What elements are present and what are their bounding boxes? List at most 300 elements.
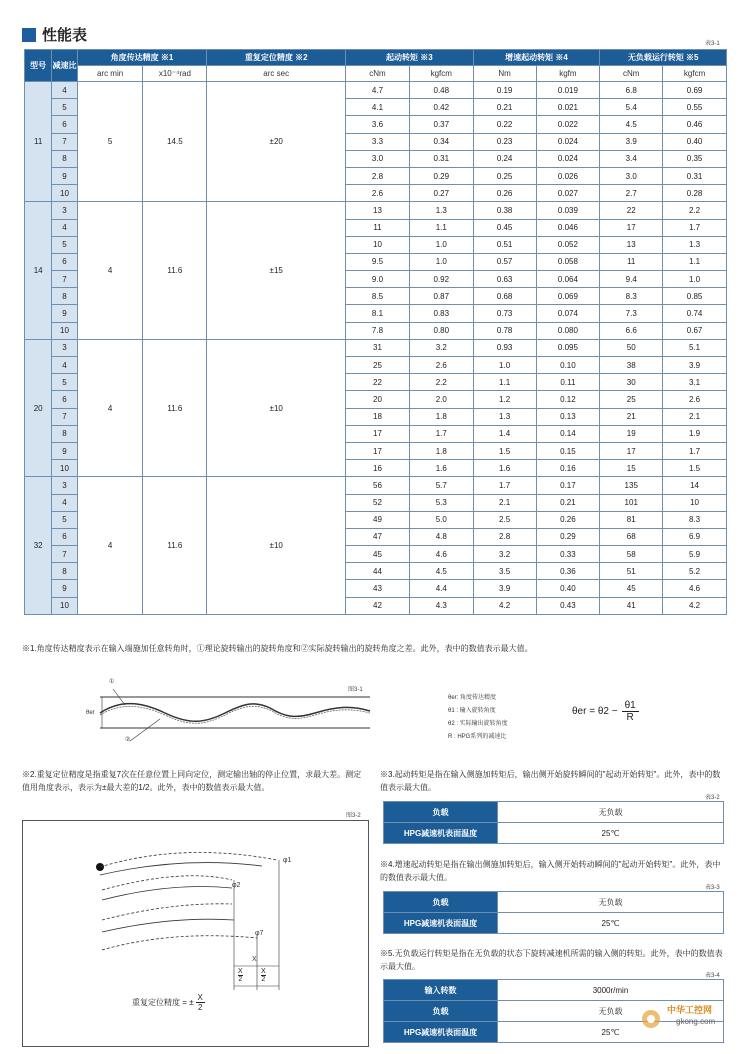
table-label: 表3-1 [705, 41, 720, 47]
formula-1 [572, 700, 639, 723]
value-cell: 0.40 [536, 580, 600, 597]
value-cell: 0.38 [473, 202, 536, 219]
value-cell: 1.2 [473, 391, 536, 408]
value-cell: 2.6 [663, 391, 727, 408]
value-cell: 2.5 [473, 511, 536, 528]
model-cell: 32 [25, 477, 52, 615]
ratio-cell: 6 [52, 253, 77, 270]
ratio-cell: 7 [52, 546, 77, 563]
value-cell: 0.48 [409, 82, 473, 99]
value-cell: 0.29 [409, 167, 473, 184]
value-cell: 5.9 [663, 546, 727, 563]
unit-cnm: cNm [600, 66, 663, 82]
value-cell: 1.3 [473, 408, 536, 425]
half-num: X [238, 968, 243, 975]
value-cell: 2.2 [409, 374, 473, 391]
value-cell: 1.9 [663, 425, 727, 442]
value-cell: 0.37 [409, 116, 473, 133]
position-label-2: φ2 [232, 882, 241, 889]
ratio-cell: 10 [52, 185, 77, 202]
half-den: 2 [238, 976, 243, 983]
ratio-cell: 7 [52, 271, 77, 288]
value-cell: 3.3 [346, 133, 410, 150]
ratio-cell: 6 [52, 528, 77, 545]
value-cell: 14 [663, 477, 727, 494]
table-3-3 [383, 891, 724, 934]
value-cell: 1.6 [409, 460, 473, 477]
ratio-cell: 5 [52, 99, 77, 116]
t34-value: 25℃ [498, 1022, 724, 1043]
value-cell: 44 [346, 563, 410, 580]
value-cell: 2.0 [409, 391, 473, 408]
ratio-cell: 7 [52, 133, 77, 150]
value-cell: 8.1 [346, 305, 410, 322]
value-cell: 3.1 [663, 374, 727, 391]
ratio-cell: 5 [52, 374, 77, 391]
value-cell: 3.0 [600, 167, 663, 184]
ratio-cell: 8 [52, 288, 77, 305]
value-cell: 0.51 [473, 236, 536, 253]
value-cell: 10 [346, 236, 410, 253]
arcsec-cell: ±20 [207, 82, 346, 202]
performance-table [24, 49, 727, 615]
watermark-text: 中华工控网 [667, 1005, 713, 1015]
value-cell: 2.7 [600, 185, 663, 202]
page-title: 性能表 [22, 24, 87, 45]
model-cell: 11 [25, 82, 52, 202]
legend-item: θ2 : 实际输出旋转角度 [448, 721, 508, 727]
note-5: ※5.无负载运行转矩是指在无负载的状态下旋转减速机所需的输入侧的转矩。此外，表中的数值表示最大值。 [380, 949, 723, 971]
value-cell: 1.7 [473, 477, 536, 494]
value-cell: 6.9 [663, 528, 727, 545]
value-cell: 0.039 [536, 202, 600, 219]
arcsec-cell: ±10 [207, 339, 346, 477]
ratio-cell: 10 [52, 322, 77, 339]
value-cell: 0.22 [473, 116, 536, 133]
value-cell: 0.29 [536, 528, 600, 545]
value-cell: 0.83 [409, 305, 473, 322]
arcmin-cell: 4 [77, 339, 143, 477]
ratio-cell: 5 [52, 511, 77, 528]
ratio-cell: 8 [52, 425, 77, 442]
legend-item: θer: 角度传达精度 [448, 695, 497, 701]
value-cell: 0.022 [536, 116, 600, 133]
half-den: 2 [261, 976, 266, 983]
ratio-cell: 3 [52, 339, 77, 356]
value-cell: 8.3 [600, 288, 663, 305]
value-cell: 0.78 [473, 322, 536, 339]
value-cell: 0.25 [473, 167, 536, 184]
value-cell: 5.1 [663, 339, 727, 356]
value-cell: 1.7 [663, 442, 727, 459]
value-cell: 0.21 [473, 99, 536, 116]
header-start-torque: 起动转矩 ※3 [346, 50, 474, 66]
value-cell: 43 [346, 580, 410, 597]
value-cell: 0.12 [536, 391, 600, 408]
value-cell: 2.6 [409, 357, 473, 374]
value-cell: 0.63 [473, 271, 536, 288]
value-cell: 0.80 [409, 322, 473, 339]
value-cell: 9.4 [600, 271, 663, 288]
value-cell: 31 [346, 339, 410, 356]
ratio-cell: 8 [52, 150, 77, 167]
value-cell: 0.19 [473, 82, 536, 99]
value-cell: 0.42 [409, 99, 473, 116]
unit-rad: x10⁻⁴rad [143, 66, 207, 82]
value-cell: 45 [346, 546, 410, 563]
value-cell: 1.8 [409, 442, 473, 459]
value-cell: 0.26 [536, 511, 600, 528]
formula-2-lhs: 重复定位精度 = ± [132, 998, 194, 1007]
value-cell: 4.7 [346, 82, 410, 99]
model-cell: 14 [25, 202, 52, 340]
value-cell: 1.3 [409, 202, 473, 219]
value-cell: 1.5 [663, 460, 727, 477]
ratio-cell: 4 [52, 357, 77, 374]
value-cell: 0.14 [536, 425, 600, 442]
value-cell: 22 [600, 202, 663, 219]
value-cell: 3.2 [409, 339, 473, 356]
value-cell: 17 [600, 442, 663, 459]
value-cell: 22 [346, 374, 410, 391]
unit-kgfcm: kgfcm [409, 66, 473, 82]
value-cell: 0.40 [663, 133, 727, 150]
value-cell: 1.1 [473, 374, 536, 391]
value-cell: 0.92 [409, 271, 473, 288]
table-3-3-label: 表3-3 [705, 885, 720, 891]
value-cell: 1.1 [409, 219, 473, 236]
value-cell: 9.5 [346, 253, 410, 270]
value-cell: 13 [346, 202, 410, 219]
value-cell: 3.9 [600, 133, 663, 150]
unit-cnm: cNm [346, 66, 410, 82]
value-cell: 11 [346, 219, 410, 236]
position-label-1: φ1 [283, 857, 292, 864]
value-cell: 4.4 [409, 580, 473, 597]
value-cell: 1.0 [409, 253, 473, 270]
value-cell: 2.6 [346, 185, 410, 202]
value-cell: 17 [600, 219, 663, 236]
value-cell: 0.058 [536, 253, 600, 270]
table-3-2 [383, 801, 724, 844]
value-cell: 5.3 [409, 494, 473, 511]
value-cell: 4.6 [663, 580, 727, 597]
value-cell: 101 [600, 494, 663, 511]
header-model: 型号 [25, 50, 52, 82]
value-cell: 25 [600, 391, 663, 408]
formula-numerator: θ1 [622, 700, 639, 712]
unit-kgfm: kgfm [536, 66, 600, 82]
value-cell: 38 [600, 357, 663, 374]
value-cell: 0.26 [473, 185, 536, 202]
value-cell: 18 [346, 408, 410, 425]
value-cell: 0.74 [663, 305, 727, 322]
arcmin-cell: 4 [77, 477, 143, 615]
title-square-icon [22, 28, 36, 42]
value-cell: 3.9 [663, 357, 727, 374]
ratio-cell: 6 [52, 116, 77, 133]
half-num: X [261, 968, 266, 975]
note-3: ※3.起动转矩是指在输入侧施加转矩后，输出侧开始旋转瞬间的"起动开始转矩"。此外，表中的数值表示最大值。 [380, 770, 721, 792]
value-cell: 0.27 [409, 185, 473, 202]
value-cell: 4.2 [663, 597, 727, 614]
value-cell: 0.34 [409, 133, 473, 150]
value-cell: 1.1 [663, 253, 727, 270]
value-cell: 17 [346, 425, 410, 442]
t33-key: HPG减速机表面温度 [384, 913, 498, 934]
value-cell: 13 [600, 236, 663, 253]
t32-key: HPG减速机表面温度 [384, 823, 498, 844]
note-1: ※1.角度传达精度表示在输入端施加任意转角时，①理论旋转输出的旋转角度和②实际旋转输出的旋转角度之差。此外，表中的数值表示最大值。 [22, 644, 533, 653]
value-cell: 1.4 [473, 425, 536, 442]
value-cell: 49 [346, 511, 410, 528]
value-cell: 0.046 [536, 219, 600, 236]
value-cell: 0.052 [536, 236, 600, 253]
t33-value: 无负载 [498, 892, 724, 913]
value-cell: 81 [600, 511, 663, 528]
value-cell: 1.7 [409, 425, 473, 442]
value-cell: 0.33 [536, 546, 600, 563]
value-cell: 2.8 [346, 167, 410, 184]
value-cell: 3.6 [346, 116, 410, 133]
value-cell: 135 [600, 477, 663, 494]
ratio-cell: 9 [52, 442, 77, 459]
legend-item: θ1 : 输入旋转角度 [448, 708, 496, 714]
value-cell: 0.15 [536, 442, 600, 459]
unit-kgfcm: kgfcm [663, 66, 727, 82]
value-cell: 0.021 [536, 99, 600, 116]
value-cell: 5.4 [600, 99, 663, 116]
value-cell: 1.7 [663, 219, 727, 236]
t32-value: 25℃ [498, 823, 724, 844]
value-cell: 0.73 [473, 305, 536, 322]
value-cell: 68 [600, 528, 663, 545]
value-cell: 0.69 [663, 82, 727, 99]
position-label-7: φ7 [255, 930, 264, 937]
watermark-url: gkong.com [676, 1017, 716, 1026]
value-cell: 0.026 [536, 167, 600, 184]
gear-icon [636, 1004, 666, 1034]
value-cell: 0.87 [409, 288, 473, 305]
value-cell: 4.5 [600, 116, 663, 133]
value-cell: 0.069 [536, 288, 600, 305]
unit-arcsec: arc sec [207, 66, 346, 82]
value-cell: 0.11 [536, 374, 600, 391]
value-cell: 3.4 [600, 150, 663, 167]
value-cell: 1.0 [473, 357, 536, 374]
arcmin-cell: 5 [77, 82, 143, 202]
value-cell: 51 [600, 563, 663, 580]
value-cell: 4.1 [346, 99, 410, 116]
value-cell: 25 [346, 357, 410, 374]
value-cell: 0.68 [473, 288, 536, 305]
ratio-cell: 5 [52, 236, 77, 253]
unit-nm: Nm [473, 66, 536, 82]
value-cell: 19 [600, 425, 663, 442]
value-cell: 56 [346, 477, 410, 494]
value-cell: 3.0 [346, 150, 410, 167]
t32-key: 负载 [384, 802, 498, 823]
t34-value: 无负载 [498, 1001, 724, 1022]
value-cell: 0.85 [663, 288, 727, 305]
value-cell: 0.027 [536, 185, 600, 202]
t33-key: 负载 [384, 892, 498, 913]
table-row [25, 477, 727, 494]
value-cell: 0.024 [536, 133, 600, 150]
value-cell: 0.36 [536, 563, 600, 580]
value-cell: 5.7 [409, 477, 473, 494]
value-cell: 47 [346, 528, 410, 545]
half-x-left [238, 968, 243, 983]
table-3-4-label: 表3-4 [705, 973, 720, 979]
value-cell: 0.17 [536, 477, 600, 494]
header-backdrive-torque: 增速起动转矩 ※4 [473, 50, 600, 66]
value-cell: 4.3 [409, 597, 473, 614]
t34-key: 负载 [384, 1001, 498, 1022]
arcsec-cell: ±15 [207, 202, 346, 340]
t34-key: HPG减速机表面温度 [384, 1022, 498, 1043]
value-cell: 7.3 [600, 305, 663, 322]
value-cell: 0.13 [536, 408, 600, 425]
value-cell: 1.5 [473, 442, 536, 459]
marker-2: ② [125, 737, 131, 743]
value-cell: 0.21 [536, 494, 600, 511]
arcmin-cell: 4 [77, 202, 143, 340]
t34-value: 3000r/min [498, 980, 724, 1001]
header-repeatability: 重复定位精度 ※2 [207, 50, 346, 66]
value-cell: 0.35 [663, 150, 727, 167]
value-cell: 0.55 [663, 99, 727, 116]
value-cell: 11 [600, 253, 663, 270]
value-cell: 1.8 [409, 408, 473, 425]
value-cell: 0.10 [536, 357, 600, 374]
value-cell: 5.0 [409, 511, 473, 528]
value-cell: 0.074 [536, 305, 600, 322]
formula-2 [132, 993, 205, 1012]
rad-cell: 11.6 [143, 339, 207, 477]
value-cell: 2.1 [663, 408, 727, 425]
value-cell: 7.8 [346, 322, 410, 339]
formula-2-num: X [197, 993, 203, 1002]
value-cell: 42 [346, 597, 410, 614]
value-cell: 50 [600, 339, 663, 356]
value-cell: 6.6 [600, 322, 663, 339]
table-row [25, 202, 727, 219]
formula-denominator: R [626, 712, 634, 723]
value-cell: 0.93 [473, 339, 536, 356]
value-cell: 0.064 [536, 271, 600, 288]
ratio-cell: 4 [52, 82, 77, 99]
ratio-cell: 8 [52, 563, 77, 580]
ratio-cell: 3 [52, 202, 77, 219]
half-x-right [261, 968, 266, 983]
value-cell: 1.3 [663, 236, 727, 253]
value-cell: 3.5 [473, 563, 536, 580]
marker-1: ① [109, 679, 115, 685]
ratio-cell: 10 [52, 460, 77, 477]
value-cell: 2.1 [473, 494, 536, 511]
value-cell: 5.2 [663, 563, 727, 580]
value-cell: 0.019 [536, 82, 600, 99]
value-cell: 8.3 [663, 511, 727, 528]
value-cell: 0.16 [536, 460, 600, 477]
value-cell: 1.0 [663, 271, 727, 288]
note-4: ※4.增速起动转矩是指在输出侧施加转矩后，输入侧开始转动瞬间的"起动开始转矩"。此外，表中的数值表示最大值。 [380, 860, 721, 882]
ratio-cell: 9 [52, 580, 77, 597]
arcsec-cell: ±10 [207, 477, 346, 615]
value-cell: 2.2 [663, 202, 727, 219]
value-cell: 0.024 [536, 150, 600, 167]
value-cell: 45 [600, 580, 663, 597]
ratio-cell: 9 [52, 167, 77, 184]
ratio-cell: 3 [52, 477, 77, 494]
value-cell: 1.0 [409, 236, 473, 253]
model-cell: 20 [25, 339, 52, 477]
value-cell: 0.095 [536, 339, 600, 356]
value-cell: 6.8 [600, 82, 663, 99]
value-cell: 0.46 [663, 116, 727, 133]
value-cell: 0.45 [473, 219, 536, 236]
value-cell: 0.23 [473, 133, 536, 150]
ratio-cell: 6 [52, 391, 77, 408]
value-cell: 4.5 [409, 563, 473, 580]
figure-2-label: 图3-2 [346, 813, 361, 819]
value-cell: 52 [346, 494, 410, 511]
theta-er-label: θer [86, 710, 95, 716]
value-cell: 0.67 [663, 322, 727, 339]
value-cell: 4.2 [473, 597, 536, 614]
value-cell: 21 [600, 408, 663, 425]
value-cell: 4.6 [409, 546, 473, 563]
value-cell: 1.6 [473, 460, 536, 477]
ratio-cell: 4 [52, 494, 77, 511]
value-cell: 3.9 [473, 580, 536, 597]
value-cell: 10 [663, 494, 727, 511]
header-angle-accuracy: 角度传达精度 ※1 [77, 50, 207, 66]
value-cell: 8.5 [346, 288, 410, 305]
value-cell: 15 [600, 460, 663, 477]
value-cell: 17 [346, 442, 410, 459]
ratio-cell: 10 [52, 597, 77, 614]
value-cell: 9.0 [346, 271, 410, 288]
value-cell: 0.31 [409, 150, 473, 167]
value-cell: 0.24 [473, 150, 536, 167]
value-cell: 16 [346, 460, 410, 477]
ratio-cell: 4 [52, 219, 77, 236]
value-cell: 0.57 [473, 253, 536, 270]
note-2: ※2.重复定位精度是指重复7次在任意位置上同向定位，测定输出轴的停止位置，求最大差。测定值用角度表示，表示为±最大差的1/2。此外，表中的数值表示最大值。 [22, 770, 362, 792]
t32-value: 无负载 [498, 802, 724, 823]
value-cell: 2.8 [473, 528, 536, 545]
value-cell: 4.8 [409, 528, 473, 545]
unit-arcmin: arc min [77, 66, 143, 82]
value-cell: 0.28 [663, 185, 727, 202]
value-cell: 0.31 [663, 167, 727, 184]
table-3-2-label: 表3-2 [705, 795, 720, 801]
value-cell: 0.080 [536, 322, 600, 339]
rad-cell: 11.6 [143, 477, 207, 615]
rad-cell: 11.6 [143, 202, 207, 340]
formula-2-den: 2 [197, 1003, 203, 1012]
table-row [25, 82, 727, 99]
figure-1-label: 图3-1 [348, 687, 363, 693]
table-row [25, 339, 727, 356]
formula-lhs: θer = θ2 − [572, 706, 618, 717]
t34-key: 输入转数 [384, 980, 498, 1001]
value-cell: 58 [600, 546, 663, 563]
value-cell: 3.2 [473, 546, 536, 563]
value-cell: 41 [600, 597, 663, 614]
